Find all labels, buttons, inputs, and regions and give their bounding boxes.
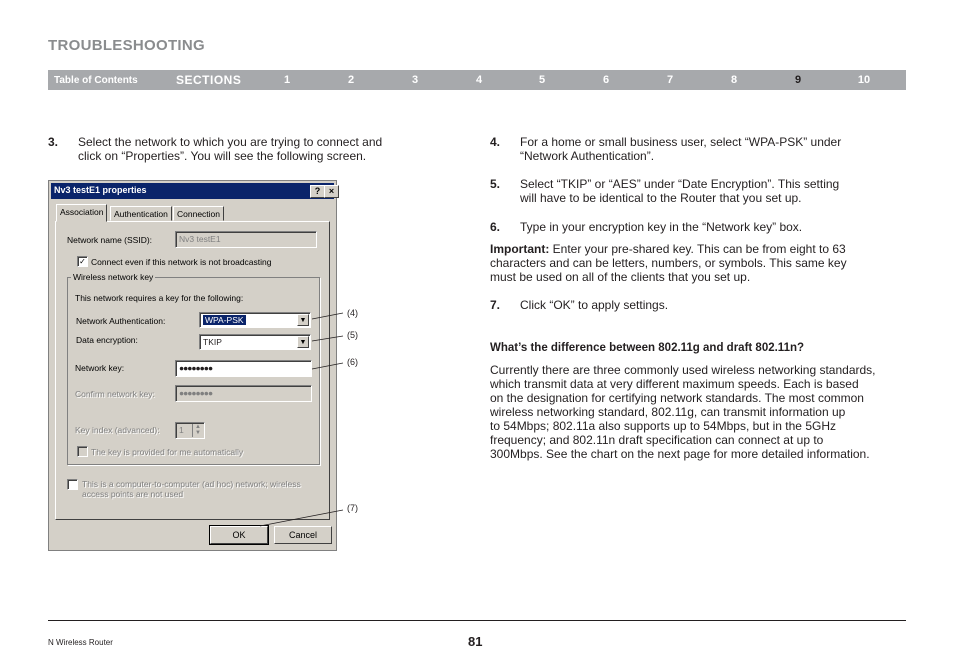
sections-label: SECTIONS xyxy=(176,73,242,87)
step-6-line-1: Type in your encryption key in the “Network key” box. xyxy=(520,220,803,234)
callout-line-5 xyxy=(312,336,343,341)
cancel-button[interactable]: Cancel xyxy=(274,526,332,544)
footer-divider xyxy=(48,620,906,621)
nav-section-8[interactable]: 8 xyxy=(730,74,738,86)
faq-answer-line-6: frequency; and 802.11n draft specification can connect at up to xyxy=(490,433,824,447)
adhoc-label-line-2: access points are not used xyxy=(82,489,184,499)
step-5-number: 5. xyxy=(490,177,501,191)
faq-answer-line-4: wireless networking standard, 802.11g, can transmit information up xyxy=(490,405,846,419)
callout-7: (7) xyxy=(347,503,358,513)
section-title: TROUBLESHOOTING xyxy=(48,37,205,54)
step-4-number: 4. xyxy=(490,135,501,149)
callout-line-7 xyxy=(260,510,343,526)
callout-4: (4) xyxy=(347,308,358,318)
confirm-key-input[interactable]: ●●●●●●●● xyxy=(175,385,312,402)
data-encryption-value: TKIP xyxy=(203,337,222,347)
adhoc-label-line-1: This is a computer-to-computer (ad hoc) network; wireless xyxy=(82,479,301,489)
step-4-line-2: “Network Authentication”. xyxy=(520,149,655,163)
spinner-arrows-icon[interactable]: ▲ ▼ xyxy=(192,424,203,437)
ssid-field[interactable]: Nv3 testE1 xyxy=(175,231,317,248)
nav-section-3[interactable]: 3 xyxy=(411,74,419,86)
step-3-line-2: click on “Properties”. You will see the following screen. xyxy=(78,149,367,163)
network-auth-label: Network Authentication: xyxy=(76,316,166,326)
nav-section-9-active[interactable]: 9 xyxy=(794,74,802,86)
data-encryption-label: Data encryption: xyxy=(76,335,138,345)
step-5-line-2: will have to be identical to the Router that you set up. xyxy=(520,191,802,205)
tab-authentication[interactable]: Authentication xyxy=(110,206,172,221)
important-text-1: Enter your pre-shared key. This can be from eight to 63 xyxy=(549,242,846,256)
connect-broadcast-label: Connect even if this network is not broadcasting xyxy=(91,257,272,267)
step-3-line-1: Select the network to which you are trying to connect and xyxy=(78,135,383,149)
table-of-contents-link[interactable]: Table of Contents xyxy=(54,75,138,86)
faq-question: What’s the difference between 802.11g and draft 802.11n? xyxy=(490,342,805,354)
key-index-label: Key index (advanced): xyxy=(75,425,160,435)
important-line-1 xyxy=(490,242,846,256)
key-provided-label: The key is provided for me automatically xyxy=(91,447,244,457)
help-button[interactable]: ? xyxy=(310,185,325,198)
network-auth-value: WPA-PSK xyxy=(205,315,244,325)
dialog-title: Nv3 testE1 properties xyxy=(54,185,147,195)
nav-section-4[interactable]: 4 xyxy=(475,74,483,86)
callout-6: (6) xyxy=(347,357,358,367)
tab-association[interactable]: Association xyxy=(56,204,107,222)
callout-5: (5) xyxy=(347,330,358,340)
footer-product-name: N Wireless Router xyxy=(48,638,113,647)
close-button[interactable]: × xyxy=(324,185,339,198)
step-6-number: 6. xyxy=(490,220,501,234)
faq-answer-line-3: on the designation for certifying network standards. The most common xyxy=(490,391,864,405)
step-3-number: 3. xyxy=(48,135,59,149)
step-7-number: 7. xyxy=(490,298,501,312)
faq-answer-line-1: Currently there are three commonly used wireless networking standards, xyxy=(490,363,876,377)
network-key-input[interactable]: ●●●●●●●● xyxy=(175,360,312,377)
confirm-key-label: Confirm network key: xyxy=(75,389,155,399)
ok-button[interactable]: OK xyxy=(210,526,268,544)
step-4-line-1: For a home or small business user, select “WPA-PSK” under xyxy=(520,135,842,149)
important-line-2: characters and can be letters, numbers, or symbols. This same key xyxy=(490,256,847,270)
chevron-down-icon[interactable]: ▼ xyxy=(297,314,309,326)
nav-section-10[interactable]: 10 xyxy=(857,74,871,86)
faq-answer-line-2: which transmit data at very different maximum speeds. Each is based xyxy=(490,377,859,391)
key-index-value: 1 xyxy=(179,425,184,435)
chevron-down-icon[interactable]: ▼ xyxy=(297,336,309,348)
step-5-line-1: Select “TKIP” or “AES” under “Date Encryption”. This setting xyxy=(520,177,840,191)
callout-line-4 xyxy=(312,313,343,319)
network-key-label: Network key: xyxy=(75,363,125,373)
page-number: 81 xyxy=(468,634,483,649)
nav-section-6[interactable]: 6 xyxy=(602,74,610,86)
ssid-label: Network name (SSID): xyxy=(67,235,153,245)
requires-key-label: This network requires a key for the following: xyxy=(75,293,244,303)
nav-section-5[interactable]: 5 xyxy=(538,74,546,86)
important-label: Important: xyxy=(490,242,550,256)
faq-answer-line-5: to 54Mbps; 802.11a also supports up to 54Mbps, but in the 5GHz xyxy=(490,419,836,433)
step-7-line-1: Click “OK” to apply settings. xyxy=(520,298,669,312)
nav-section-2[interactable]: 2 xyxy=(347,74,355,86)
nav-section-7[interactable]: 7 xyxy=(666,74,674,86)
callout-line-6 xyxy=(312,363,343,369)
tab-connection[interactable]: Connection xyxy=(173,206,224,221)
wireless-key-group-label: Wireless network key xyxy=(73,272,154,282)
faq-answer-line-7: 300Mbps. See the chart on the next page for more detailed information. xyxy=(490,447,870,461)
nav-section-1[interactable]: 1 xyxy=(283,74,291,86)
important-line-3: must be used on all of the clients that you set up. xyxy=(490,270,751,284)
connect-broadcast-checkbox[interactable]: ✓ xyxy=(77,256,88,267)
